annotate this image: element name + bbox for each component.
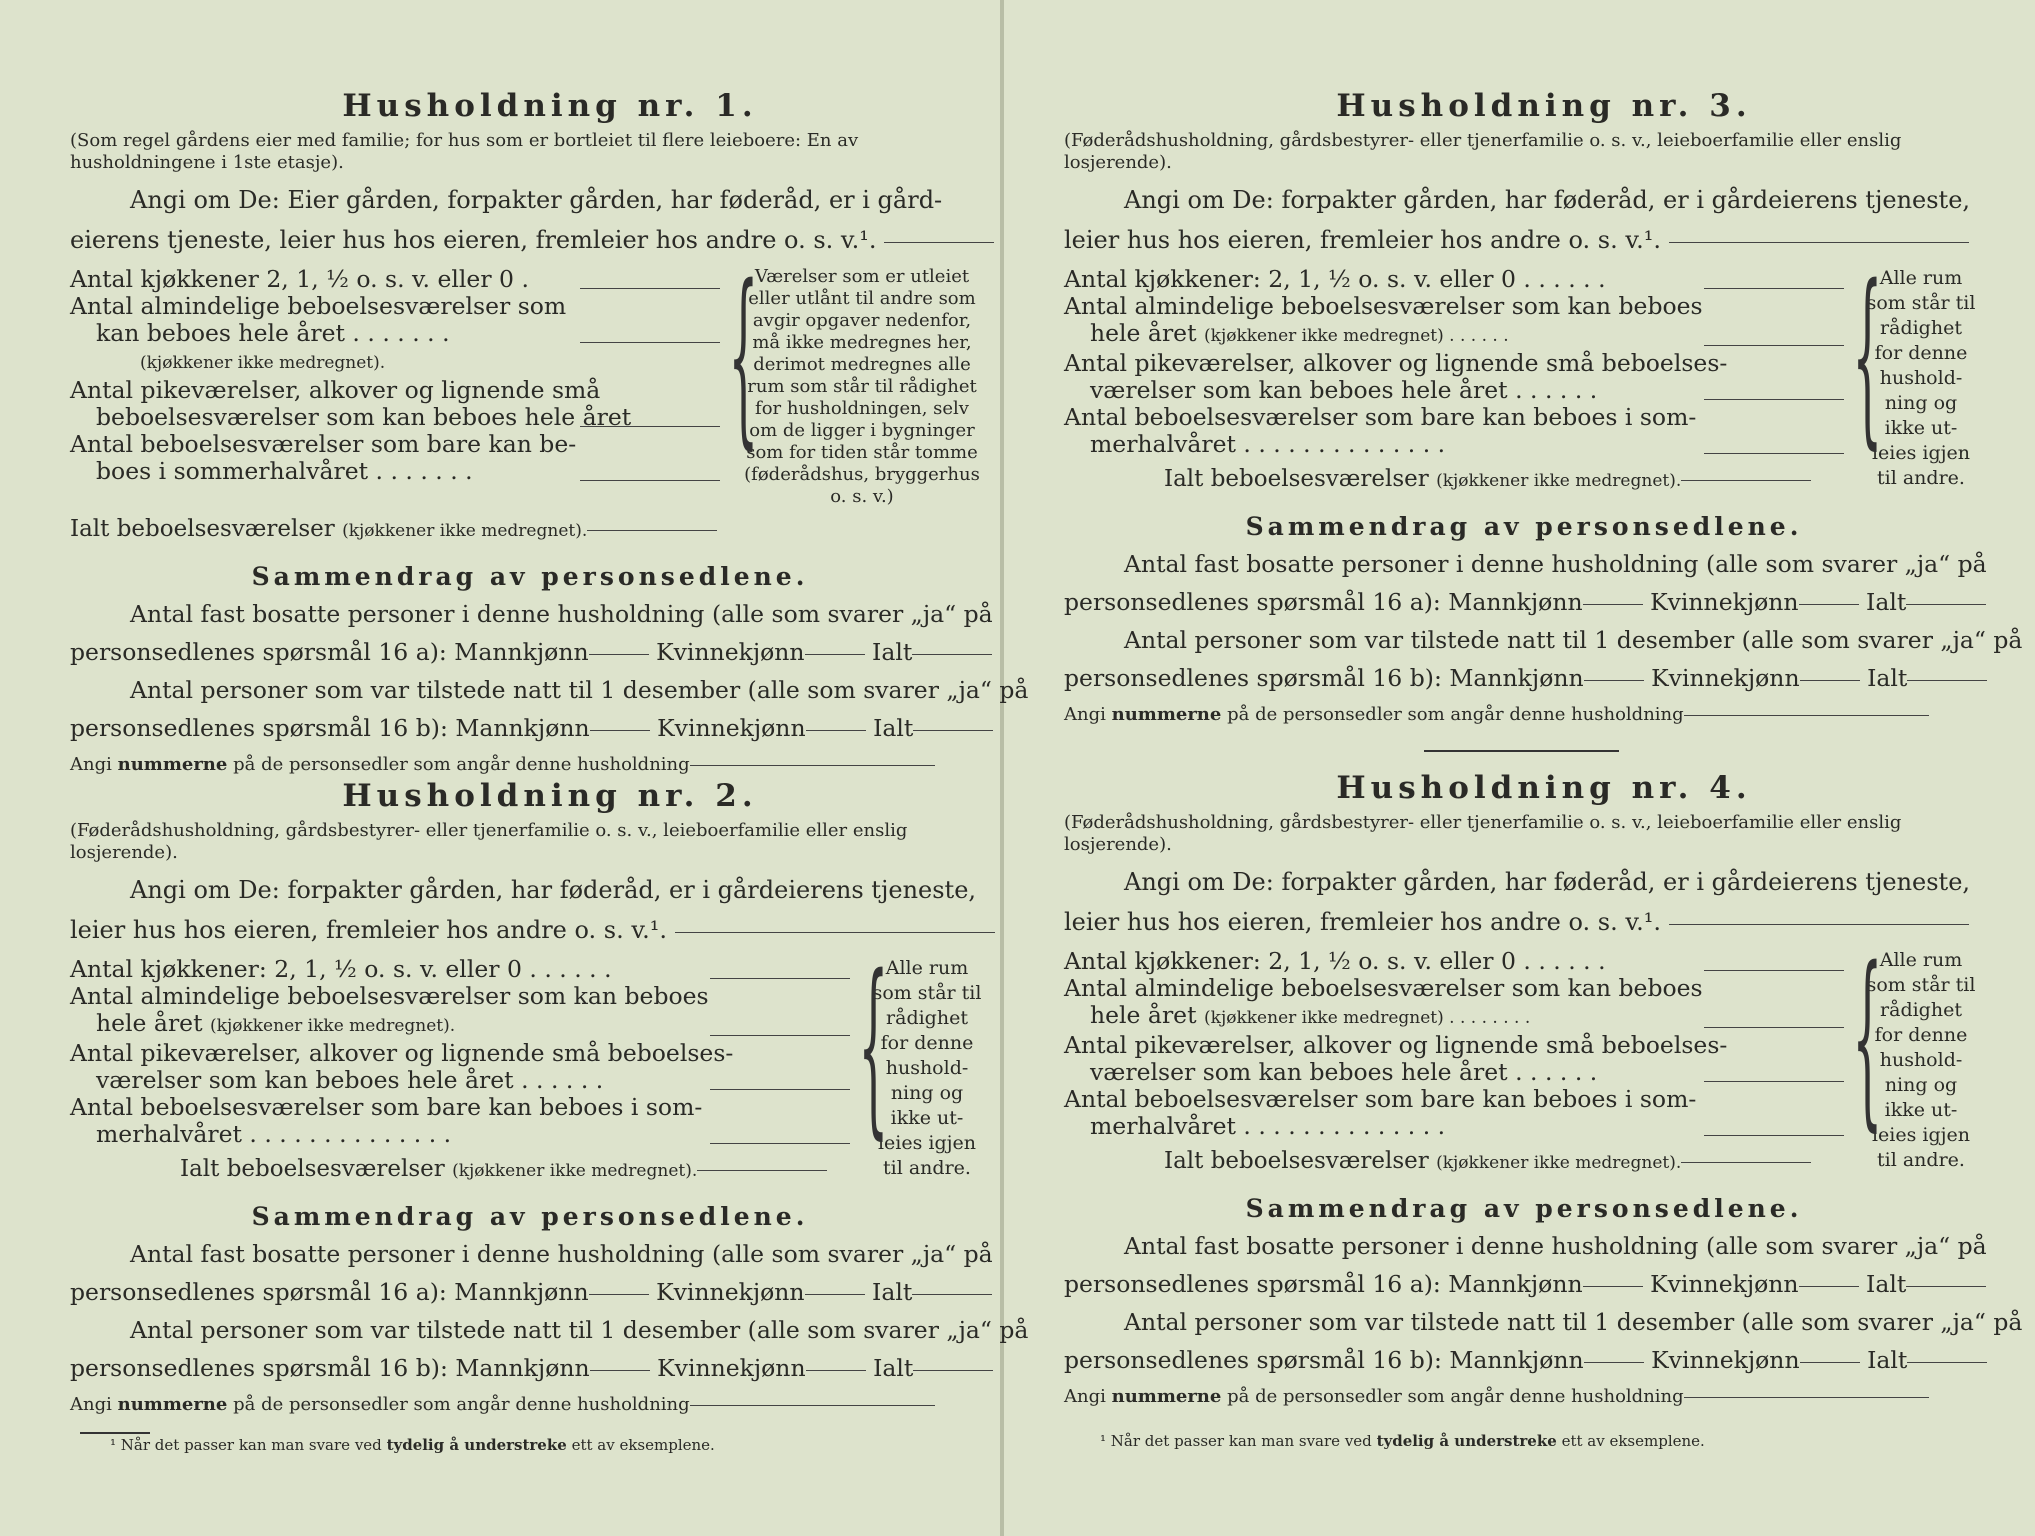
household-4-s2-female[interactable] bbox=[1800, 1361, 1860, 1363]
household-1-room-questions bbox=[70, 266, 720, 508]
household-2-s1b: personsedlenes spørsmål 16 a): Mannkjønn bbox=[70, 1278, 589, 1306]
household-3-rooms-q2c: (kjøkkener ikke medregnet) . . . . . . bbox=[1204, 326, 1509, 346]
household-2-s2a: Antal personer som var tilstede natt til 1 desember (alle som svarer „ja“ på bbox=[130, 1316, 1029, 1344]
household-2-s1b-row bbox=[70, 1273, 990, 1311]
household-3-side-note: Alle rum som står til rådighet for denne hushold-ning og ikke ut-leies igjen til andre. bbox=[1866, 267, 1976, 489]
household-4-ialt-note: (kjøkkener ikke medregnet). bbox=[1436, 1153, 1682, 1173]
household-3-summer-rooms-answer[interactable] bbox=[1704, 453, 1844, 454]
household-1-s2-female[interactable] bbox=[806, 729, 866, 731]
household-4-s1-total-label: Ialt bbox=[1866, 1270, 1907, 1298]
footnote-right bbox=[1100, 1432, 1705, 1450]
household-2-numbers-post: på de personsedler som angår denne husholdning bbox=[233, 1394, 690, 1415]
household-2-summer-rooms-answer[interactable] bbox=[710, 1143, 850, 1144]
household-4-summary-title: Sammendrag av personsedlene. bbox=[1245, 1194, 1803, 1223]
household-1-s1a: Antal fast bosatte personer i denne husholdning (alle som svarer „ja“ på bbox=[130, 600, 993, 628]
household-3-s2-female-label: Kvinnekjønn bbox=[1651, 664, 1800, 692]
household-2-s1-female[interactable] bbox=[805, 1293, 865, 1295]
household-2-rooms-q4b-label: merhalvåret . . . . . . . . . . . . . . bbox=[96, 1120, 452, 1148]
household-3-s2-female[interactable] bbox=[1800, 679, 1860, 681]
household-4-kitchens bbox=[1064, 948, 1844, 975]
household-3-s1a: Antal fast bosatte personer i denne husholdning (alle som svarer „ja“ på bbox=[1124, 550, 1987, 578]
household-1-ialt-note: (kjøkkener ikke medregnet). bbox=[342, 521, 588, 541]
household-3-s2a: Antal personer som var tilstede natt til 1 desember (alle som svarer „ja“ på bbox=[1124, 626, 2023, 654]
household-2-summary-title: Sammendrag av personsedlene. bbox=[251, 1202, 809, 1231]
household-3-rooms-q4b-label: merhalvåret . . . . . . . . . . . . . . bbox=[1090, 430, 1446, 458]
household-1-s1-total-label: Ialt bbox=[872, 638, 913, 666]
household-3-s1b-row bbox=[1064, 583, 1984, 621]
household-4-s1a: Antal fast bosatte personer i denne husholdning (alle som svarer „ja“ på bbox=[1124, 1232, 1987, 1260]
household-3-small-rooms-answer[interactable] bbox=[1704, 399, 1844, 400]
household-3-angi-a: Angi om De: forpakter gården, har føderåd, er i gårdeierens tjeneste, bbox=[1124, 186, 1971, 214]
household-2-s1-male[interactable] bbox=[589, 1293, 649, 1295]
household-1-rooms-q2b-label: kan beboes hele året . . . . . . . bbox=[96, 319, 450, 347]
household-2-s2b: personsedlenes spørsmål 16 b): Mannkjønn bbox=[70, 1354, 590, 1382]
household-3-s1-female-label: Kvinnekjønn bbox=[1650, 588, 1799, 616]
household-2-small-rooms-answer[interactable] bbox=[710, 1089, 850, 1090]
household-3-title: Husholdning nr. 3. bbox=[1336, 88, 1752, 124]
household-2-s2-female-label: Kvinnekjønn bbox=[657, 1354, 806, 1382]
household-1-s2-total[interactable] bbox=[913, 729, 993, 731]
household-2-s2-total[interactable] bbox=[913, 1369, 993, 1371]
footnote-left-num: ¹ bbox=[110, 1436, 117, 1454]
household-3-kitchens-label: Antal kjøkkener: 2, 1, ½ o. s. v. eller 0 . . . . . . bbox=[1064, 265, 1606, 293]
household-3-s2-total[interactable] bbox=[1907, 679, 1987, 681]
household-4-numbers-answer[interactable] bbox=[1684, 1396, 1929, 1398]
household-2-s2-female[interactable] bbox=[806, 1369, 866, 1371]
household-3-numbers-post: på de personsedler som angår denne husholdning bbox=[1227, 704, 1684, 725]
household-2-ialt-note: (kjøkkener ikke medregnet). bbox=[452, 1161, 698, 1181]
household-2-side-note: Alle rum som står til rådighet for denne hushold-ning og ikke ut-leies igjen til andre. bbox=[872, 957, 982, 1179]
household-3-rooms-q2b bbox=[1064, 320, 1844, 350]
household-4-angi-answer-line[interactable] bbox=[1669, 923, 1969, 925]
household-1-rooms-q4a: Antal beboelsesværelser som bare kan be- bbox=[70, 430, 577, 458]
footnote-right-post: ett av eksemplene. bbox=[1561, 1432, 1705, 1450]
household-4-s1-male[interactable] bbox=[1583, 1285, 1643, 1287]
household-3-rooms-q3b-label: værelser som kan beboes hele året . . . . . . bbox=[1090, 376, 1598, 404]
household-4-rooms-q2a: Antal almindelige beboelsesværelser som kan beboes bbox=[1064, 974, 1703, 1002]
household-3-rooms-answer[interactable] bbox=[1704, 345, 1844, 346]
household-4-s1-female[interactable] bbox=[1799, 1285, 1859, 1287]
household-3-angi-b: leier hus hos eieren, fremleier hos andre o. s. v.¹. bbox=[1064, 226, 1661, 254]
household-1-rooms-q4b bbox=[70, 458, 720, 485]
household-3-s1-total[interactable] bbox=[1906, 603, 1986, 605]
household-2-ialt bbox=[70, 1152, 850, 1188]
household-1-note: (Som regel gårdens eier med familie; for hus som er bortleiet til flere leieboere: En av husholdningene i 1ste etasje). bbox=[70, 130, 859, 173]
household-4-small-rooms-answer[interactable] bbox=[1704, 1081, 1844, 1082]
household-1-rooms-answer[interactable] bbox=[580, 342, 720, 343]
household-4 bbox=[1064, 770, 2023, 1411]
household-4-s1-total[interactable] bbox=[1906, 1285, 1986, 1287]
household-2-s1-female-label: Kvinnekjønn bbox=[656, 1278, 805, 1306]
household-1-numbers-post: på de personsedler som angår denne husholdning bbox=[233, 754, 690, 775]
household-1-ialt-label: Ialt beboelsesværelser bbox=[70, 516, 335, 542]
household-4-kitchens-answer[interactable] bbox=[1704, 970, 1844, 971]
household-4-note: (Føderådshusholdning, gårdsbestyrer- eller tjenerfamilie o. s. v., leieboerfamilie eller enslig losjerende). bbox=[1064, 812, 1902, 855]
household-2-rooms-q3b bbox=[70, 1067, 850, 1094]
household-1-rooms-q3b bbox=[70, 404, 720, 431]
household-4-room-questions bbox=[1064, 948, 1844, 1180]
household-4-rooms-q4a: Antal beboelsesværelser som bare kan beboes i som- bbox=[1064, 1085, 1697, 1113]
household-1-s1-female[interactable] bbox=[805, 653, 865, 655]
footnote-right-pre: Når det passer kan man svare ved bbox=[1110, 1432, 1372, 1450]
household-4-s1b-row bbox=[1064, 1265, 1984, 1303]
household-4-s1-female-label: Kvinnekjønn bbox=[1650, 1270, 1799, 1298]
household-2-kitchens-answer[interactable] bbox=[710, 978, 850, 979]
household-2-numbers-answer[interactable] bbox=[690, 1404, 935, 1406]
household-1-rooms-q3a: Antal pikeværelser, alkover og lignende små bbox=[70, 376, 601, 404]
household-1-kitchens-label: Antal kjøkkener 2, 1, ½ o. s. v. eller 0 . bbox=[70, 265, 529, 293]
household-2 bbox=[70, 778, 1029, 1419]
household-1-s1-total[interactable] bbox=[912, 653, 992, 655]
household-1-s2-male[interactable] bbox=[590, 729, 650, 731]
household-3-angi-b-row bbox=[1064, 220, 1984, 260]
household-4-numbers-pre: Angi bbox=[1064, 1386, 1106, 1407]
household-1-angi-a: Angi om De: Eier gården, forpakter gården, har føderåd, er i gård- bbox=[130, 186, 943, 214]
household-2-rooms-q2c: (kjøkkener ikke medregnet). bbox=[210, 1016, 456, 1036]
household-1-numbers-pre: Angi bbox=[70, 754, 112, 775]
household-1-rooms-q2a: Antal almindelige beboelsesværelser som bbox=[70, 292, 567, 320]
household-3-numbers-pre: Angi bbox=[1064, 704, 1106, 725]
household-1-side-note: Værelser som er utleiet eller utlånt til andre som avgir opgaver nedenfor, må ikke medregnes her, derimot medregnes alle rum som står til rådighet for husholdningen, selv om de ligger i bygninger som for tiden står tomme (føderådshus, bryggerhus o. s. v.) bbox=[744, 266, 980, 507]
household-1-brace: { bbox=[728, 245, 759, 466]
household-4-ialt-label: Ialt beboelsesværelser bbox=[1164, 1148, 1429, 1174]
household-2-s2-total-label: Ialt bbox=[873, 1354, 914, 1382]
household-3-s1-female[interactable] bbox=[1799, 603, 1859, 605]
household-4-s2a: Antal personer som var tilstede natt til 1 desember (alle som svarer „ja“ på bbox=[1124, 1308, 2023, 1336]
household-2-kitchens bbox=[70, 956, 850, 983]
household-3-angi-answer-line[interactable] bbox=[1669, 241, 1969, 243]
household-1-numbers bbox=[70, 751, 990, 779]
household-3-rooms bbox=[1064, 245, 1984, 498]
household-1-small-rooms-answer[interactable] bbox=[580, 426, 720, 427]
household-1-rooms-q2c bbox=[70, 347, 720, 377]
household-4-s2-total-label: Ialt bbox=[1867, 1346, 1908, 1374]
household-4-angi-b-row bbox=[1064, 902, 1984, 942]
household-4-s2-male[interactable] bbox=[1584, 1361, 1644, 1363]
household-4-ialt-answer[interactable] bbox=[1681, 1161, 1811, 1163]
household-2-ialt-label: Ialt beboelsesværelser bbox=[180, 1156, 445, 1182]
household-1-rooms bbox=[70, 245, 990, 508]
household-1-s1b-row bbox=[70, 633, 990, 671]
household-4-title: Husholdning nr. 4. bbox=[1336, 770, 1752, 806]
household-2-angi-answer-line[interactable] bbox=[675, 931, 995, 933]
household-3-rooms-q2a: Antal almindelige beboelsesværelser som kan beboes bbox=[1064, 292, 1703, 320]
household-3-rooms-q4b bbox=[1064, 431, 1844, 458]
household-2-brace: { bbox=[858, 935, 889, 1156]
household-2-numbers-pre: Angi bbox=[70, 1394, 112, 1415]
household-4-s2-total[interactable] bbox=[1907, 1361, 1987, 1363]
household-1-kitchens-answer[interactable] bbox=[580, 288, 720, 289]
household-1-s2b-row bbox=[70, 709, 990, 747]
household-2-angi-b-row bbox=[70, 910, 990, 950]
household-1-rooms-q2c-label: (kjøkkener ikke medregnet). bbox=[140, 353, 386, 373]
household-2-numbers bbox=[70, 1391, 990, 1419]
household-1-s1-female-label: Kvinnekjønn bbox=[656, 638, 805, 666]
household-3-numbers-bold: nummerne bbox=[1111, 704, 1222, 725]
household-4-rooms bbox=[1064, 927, 1984, 1180]
household-1-angi-answer-line[interactable] bbox=[884, 241, 994, 243]
household-4-angi-a: Angi om De: forpakter gården, har føderåd, er i gårdeierens tjeneste, bbox=[1124, 868, 1971, 896]
household-4-ialt bbox=[1064, 1144, 1844, 1180]
household-2-s1a: Antal fast bosatte personer i denne husholdning (alle som svarer „ja“ på bbox=[130, 1240, 993, 1268]
household-2-rooms bbox=[70, 935, 990, 1188]
household-2-s2b-row bbox=[70, 1349, 990, 1387]
household-3-ialt-note: (kjøkkener ikke medregnet). bbox=[1436, 471, 1682, 491]
household-4-numbers bbox=[1064, 1383, 1984, 1411]
household-1-ialt-answer[interactable] bbox=[587, 529, 717, 531]
household-3-s2-total-label: Ialt bbox=[1867, 664, 1908, 692]
household-4-rooms-q2b bbox=[1064, 1002, 1844, 1032]
household-2-numbers-bold: nummerne bbox=[117, 1394, 228, 1415]
household-separator bbox=[1424, 750, 1619, 752]
household-3-note: (Føderådshusholdning, gårdsbestyrer- eller tjenerfamilie o. s. v., leieboerfamilie eller enslig losjerende). bbox=[1064, 130, 1902, 173]
household-4-angi-b: leier hus hos eieren, fremleier hos andre o. s. v.¹. bbox=[1064, 908, 1661, 936]
household-2-s1-total[interactable] bbox=[912, 1293, 992, 1295]
household-3-ialt-answer[interactable] bbox=[1681, 479, 1811, 481]
household-4-kitchens-label: Antal kjøkkener: 2, 1, ½ o. s. v. eller 0 . . . . . . bbox=[1064, 947, 1606, 975]
household-3-kitchens-answer[interactable] bbox=[1704, 288, 1844, 289]
household-4-s2-female-label: Kvinnekjønn bbox=[1651, 1346, 1800, 1374]
household-2-rooms-answer[interactable] bbox=[710, 1035, 850, 1036]
household-3-s2b: personsedlenes spørsmål 16 b): Mannkjønn bbox=[1064, 664, 1584, 692]
household-3-kitchens bbox=[1064, 266, 1844, 293]
right-page bbox=[1004, 0, 2023, 1536]
household-4-rooms-q4b bbox=[1064, 1113, 1844, 1140]
household-3-ialt bbox=[1064, 462, 1844, 498]
household-3-rooms-q3a: Antal pikeværelser, alkover og lignende små beboelses- bbox=[1064, 349, 1728, 377]
household-2-rooms-q4a: Antal beboelsesværelser som bare kan beboes i som- bbox=[70, 1093, 703, 1121]
household-1-s2b: personsedlenes spørsmål 16 b): Mannkjønn bbox=[70, 714, 590, 742]
household-2-rooms-q2a: Antal almindelige beboelsesværelser som kan beboes bbox=[70, 982, 709, 1010]
household-4-rooms-q3b-label: værelser som kan beboes hele året . . . . . . bbox=[1090, 1058, 1598, 1086]
household-3-ialt-label: Ialt beboelsesværelser bbox=[1164, 466, 1429, 492]
footnote-left bbox=[110, 1436, 715, 1454]
household-3-summary-title: Sammendrag av personsedlene. bbox=[1245, 512, 1803, 541]
household-1 bbox=[70, 88, 1029, 779]
household-1-s1-male[interactable] bbox=[589, 653, 649, 655]
household-2-rooms-q3a: Antal pikeværelser, alkover og lignende små beboelses- bbox=[70, 1039, 734, 1067]
household-2-s2-male[interactable] bbox=[590, 1369, 650, 1371]
household-4-rooms-q2c: (kjøkkener ikke medregnet) . . . . . . . . bbox=[1204, 1008, 1531, 1028]
household-2-rooms-q4b bbox=[70, 1121, 850, 1148]
household-3-s1b: personsedlenes spørsmål 16 a): Mannkjønn bbox=[1064, 588, 1583, 616]
household-4-numbers-bold: nummerne bbox=[1111, 1386, 1222, 1407]
household-1-summary-title: Sammendrag av personsedlene. bbox=[251, 562, 809, 591]
household-2-rooms-q2b-label: hele året bbox=[96, 1009, 203, 1037]
household-1-s2a: Antal personer som var tilstede natt til 1 desember (alle som svarer „ja“ på bbox=[130, 676, 1029, 704]
household-4-numbers-post: på de personsedler som angår denne husholdning bbox=[1227, 1386, 1684, 1407]
household-1-angi-b: eierens tjeneste, leier hus hos eieren, fremleier hos andre o. s. v.¹. bbox=[70, 226, 877, 254]
household-2-angi-a: Angi om De: forpakter gården, har føderåd, er i gårdeierens tjeneste, bbox=[130, 876, 977, 904]
footnote-rule-left bbox=[80, 1432, 150, 1434]
footnote-left-pre: Når det passer kan man svare ved bbox=[120, 1436, 382, 1454]
household-2-note: (Føderådshusholdning, gårdsbestyrer- eller tjenerfamilie o. s. v., leieboerfamilie eller enslig losjerende). bbox=[70, 820, 908, 863]
household-3-rooms-q4a: Antal beboelsesværelser som bare kan beboes i som- bbox=[1064, 403, 1697, 431]
household-1-ialt bbox=[70, 512, 990, 548]
household-1-title: Husholdning nr. 1. bbox=[342, 88, 758, 124]
household-4-s2b: personsedlenes spørsmål 16 b): Mannkjønn bbox=[1064, 1346, 1584, 1374]
household-2-angi-b: leier hus hos eieren, fremleier hos andre o. s. v.¹. bbox=[70, 916, 667, 944]
household-2-s1-total-label: Ialt bbox=[872, 1278, 913, 1306]
household-4-brace: { bbox=[1852, 927, 1883, 1148]
footnote-left-post: ett av eksemplene. bbox=[571, 1436, 715, 1454]
household-3-s2-male[interactable] bbox=[1584, 679, 1644, 681]
household-4-summer-rooms-answer[interactable] bbox=[1704, 1135, 1844, 1136]
household-4-s1b: personsedlenes spørsmål 16 a): Mannkjønn bbox=[1064, 1270, 1583, 1298]
footnote-right-bold: tydelig å understreke bbox=[1376, 1432, 1557, 1450]
household-4-rooms-q3a: Antal pikeværelser, alkover og lignende små beboelses- bbox=[1064, 1031, 1728, 1059]
household-1-rooms-q2b bbox=[70, 320, 720, 347]
household-1-rooms-q4b-label: boes i sommerhalvåret . . . . . . . bbox=[96, 457, 473, 485]
household-3 bbox=[1064, 88, 2023, 729]
household-3-numbers bbox=[1064, 701, 1984, 729]
household-1-angi-b-row bbox=[70, 220, 990, 260]
footnote-left-bold: tydelig å understreke bbox=[386, 1436, 567, 1454]
household-3-numbers-answer[interactable] bbox=[1684, 714, 1929, 716]
household-2-ialt-answer[interactable] bbox=[697, 1169, 827, 1171]
household-2-title: Husholdning nr. 2. bbox=[342, 778, 758, 814]
household-2-room-questions bbox=[70, 956, 850, 1188]
household-3-room-questions bbox=[1064, 266, 1844, 498]
household-1-s2-female-label: Kvinnekjønn bbox=[657, 714, 806, 742]
household-4-rooms-q4b-label: merhalvåret . . . . . . . . . . . . . . bbox=[1090, 1112, 1446, 1140]
household-1-s1b: personsedlenes spørsmål 16 a): Mannkjønn bbox=[70, 638, 589, 666]
footnote-right-num: ¹ bbox=[1100, 1432, 1107, 1450]
household-2-rooms-q3b-label: værelser som kan beboes hele året . . . . . . bbox=[96, 1066, 604, 1094]
household-3-brace: { bbox=[1852, 245, 1883, 466]
household-1-s2-total-label: Ialt bbox=[873, 714, 914, 742]
household-2-kitchens-label: Antal kjøkkener: 2, 1, ½ o. s. v. eller 0 . . . . . . bbox=[70, 955, 612, 983]
household-1-numbers-answer[interactable] bbox=[690, 764, 935, 766]
household-3-s1-total-label: Ialt bbox=[1866, 588, 1907, 616]
household-4-rooms-q3b bbox=[1064, 1059, 1844, 1086]
household-4-rooms-q2b-label: hele året bbox=[1090, 1001, 1197, 1029]
household-3-rooms-q3b bbox=[1064, 377, 1844, 404]
household-3-rooms-q2b-label: hele året bbox=[1090, 319, 1197, 347]
household-1-numbers-bold: nummerne bbox=[117, 754, 228, 775]
household-1-rooms-q3b-label: beboelsesværelser som kan beboes hele året bbox=[96, 403, 632, 431]
household-1-summer-rooms-answer[interactable] bbox=[580, 480, 720, 481]
household-4-rooms-answer[interactable] bbox=[1704, 1027, 1844, 1028]
household-4-side-note: Alle rum som står til rådighet for denne hushold-ning og ikke ut-leies igjen til andre. bbox=[1866, 949, 1976, 1171]
household-3-s2b-row bbox=[1064, 659, 1984, 697]
household-1-kitchens bbox=[70, 266, 720, 293]
household-3-s1-male[interactable] bbox=[1583, 603, 1643, 605]
household-2-rooms-q2b bbox=[70, 1010, 850, 1040]
household-4-s2b-row bbox=[1064, 1341, 1984, 1379]
